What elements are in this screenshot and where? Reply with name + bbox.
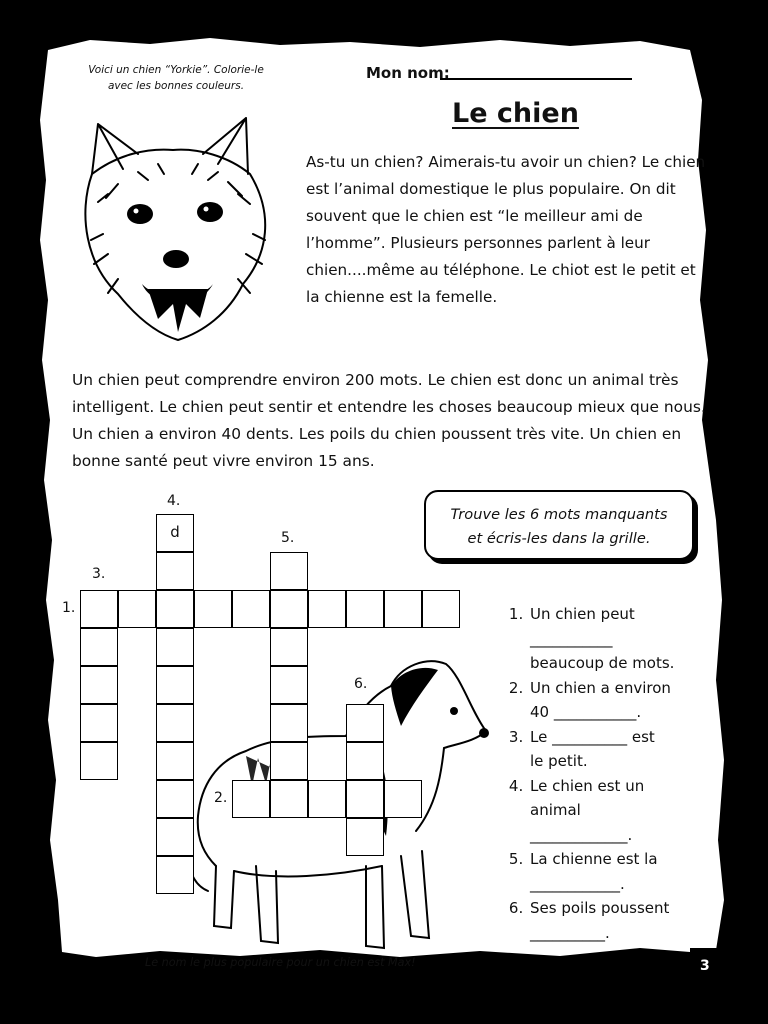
crossword-cell[interactable] (270, 628, 308, 666)
crossword-cell[interactable] (384, 590, 422, 628)
crossword-cell[interactable] (270, 552, 308, 590)
clue-4 (528, 774, 718, 848)
crossword-cell[interactable] (80, 742, 118, 780)
crossword-cell[interactable] (156, 742, 194, 780)
crossword-cell[interactable] (156, 666, 194, 704)
crossword-cell[interactable] (156, 704, 194, 742)
crossword-number-4: 4. (167, 493, 181, 509)
instruction-line-1: Trouve les 6 mots manquants (450, 506, 668, 523)
crossword-cell[interactable] (346, 704, 384, 742)
crossword-cell[interactable] (80, 666, 118, 704)
crossword-cell[interactable] (156, 780, 194, 818)
clue-6-blank: __________. (530, 923, 610, 942)
crossword-cell-prefilled[interactable]: d (156, 514, 194, 552)
clue-5-blank: ____________. (530, 874, 625, 893)
clue-1-line: beaucoup de mots. (530, 654, 675, 672)
facts-paragraph: Un chien peut comprendre environ 200 mots. Le chien est donc un animal très intelligent. Le chien peut sentir et entendre les choses beaucoup mieux que nous. Un chien a environ 40 dents. Les poils du chien poussent très vite. Un chien en bonne santé peut vivre environ 15 ans. (72, 371, 706, 470)
clue-list (508, 602, 718, 945)
crossword-cell[interactable] (156, 552, 194, 590)
crossword-cell[interactable] (384, 780, 422, 818)
clue-2 (528, 676, 718, 725)
clue-6 (528, 896, 718, 945)
page-number: 3 (700, 958, 710, 974)
crossword-cell[interactable] (346, 780, 384, 818)
intro-paragraph: As-tu un chien? Aimerais-tu avoir un chien? Le chien est l’animal domestique le plus populaire. On dit souvent que le chien est “le meilleur ami de l’homme”. Plusieurs personnes parlent à leur chien....même au téléphone. Le chiot est le petit et la chienne est la femelle. (306, 153, 706, 306)
clue-5 (528, 847, 718, 896)
clue-1-line: 1. Un chien peut (530, 605, 635, 623)
clue-3-line: 3. Le __________ est (530, 727, 655, 746)
crossword-cell[interactable] (80, 590, 118, 628)
crossword-number-2: 2. (214, 790, 228, 806)
crossword-cell[interactable] (156, 590, 194, 628)
crossword-cell[interactable] (270, 666, 308, 704)
clue-1 (528, 602, 718, 676)
crossword-number-5: 5. (281, 530, 295, 546)
crossword-cell[interactable] (232, 590, 270, 628)
crossword-cell[interactable] (232, 780, 270, 818)
caption-line-2: avec les bonnes couleurs. (107, 80, 245, 92)
clue-2-line: 2. Un chien a environ (530, 678, 671, 697)
crossword-cell[interactable] (308, 590, 346, 628)
clue-4-blank: _____________. (530, 825, 633, 844)
clue-2-blank: 40 ___________. (530, 703, 642, 721)
clue-3-line: le petit. (530, 752, 588, 770)
clue-4-line: 4. Le chien est un (530, 776, 645, 795)
crossword-cell[interactable] (422, 590, 460, 628)
crossword-number-6: 6. (354, 676, 368, 692)
page-title: Le chien (452, 98, 579, 129)
name-label: Mon nom: (366, 64, 450, 82)
instruction-line-2: et écris-les dans la grille. (467, 530, 651, 547)
crossword-cell[interactable] (194, 590, 232, 628)
footer-fact: Le nom le plus populaire pour un chien est Max! (145, 956, 416, 969)
clue-5-line: 5. La chienne est la (530, 850, 658, 868)
crossword-cell[interactable] (270, 742, 308, 780)
crossword-cell[interactable] (346, 590, 384, 628)
crossword-cell[interactable] (118, 590, 156, 628)
crossword-number-3: 3. (92, 566, 106, 582)
caption-line-1: Voici un chien “Yorkie”. Colorie-le (88, 64, 264, 76)
crossword-cell[interactable] (156, 818, 194, 856)
crossword-cell[interactable] (270, 704, 308, 742)
clue-1-blank: ___________ (530, 629, 613, 648)
crossword-cell[interactable] (270, 590, 308, 628)
crossword-cell[interactable] (156, 628, 194, 666)
crossword-cell[interactable] (308, 780, 346, 818)
crossword-number-1: 1. (62, 600, 76, 616)
crossword-cell[interactable] (80, 704, 118, 742)
crossword-cell[interactable] (346, 818, 384, 856)
crossword-cell[interactable] (156, 856, 194, 894)
crossword-cell[interactable] (270, 780, 308, 818)
crossword-cell[interactable] (80, 628, 118, 666)
clue-6-line: 6. Ses poils poussent (530, 899, 670, 917)
clue-3 (528, 725, 718, 774)
clue-4-line: animal (530, 801, 581, 819)
crossword-cell[interactable] (346, 742, 384, 780)
